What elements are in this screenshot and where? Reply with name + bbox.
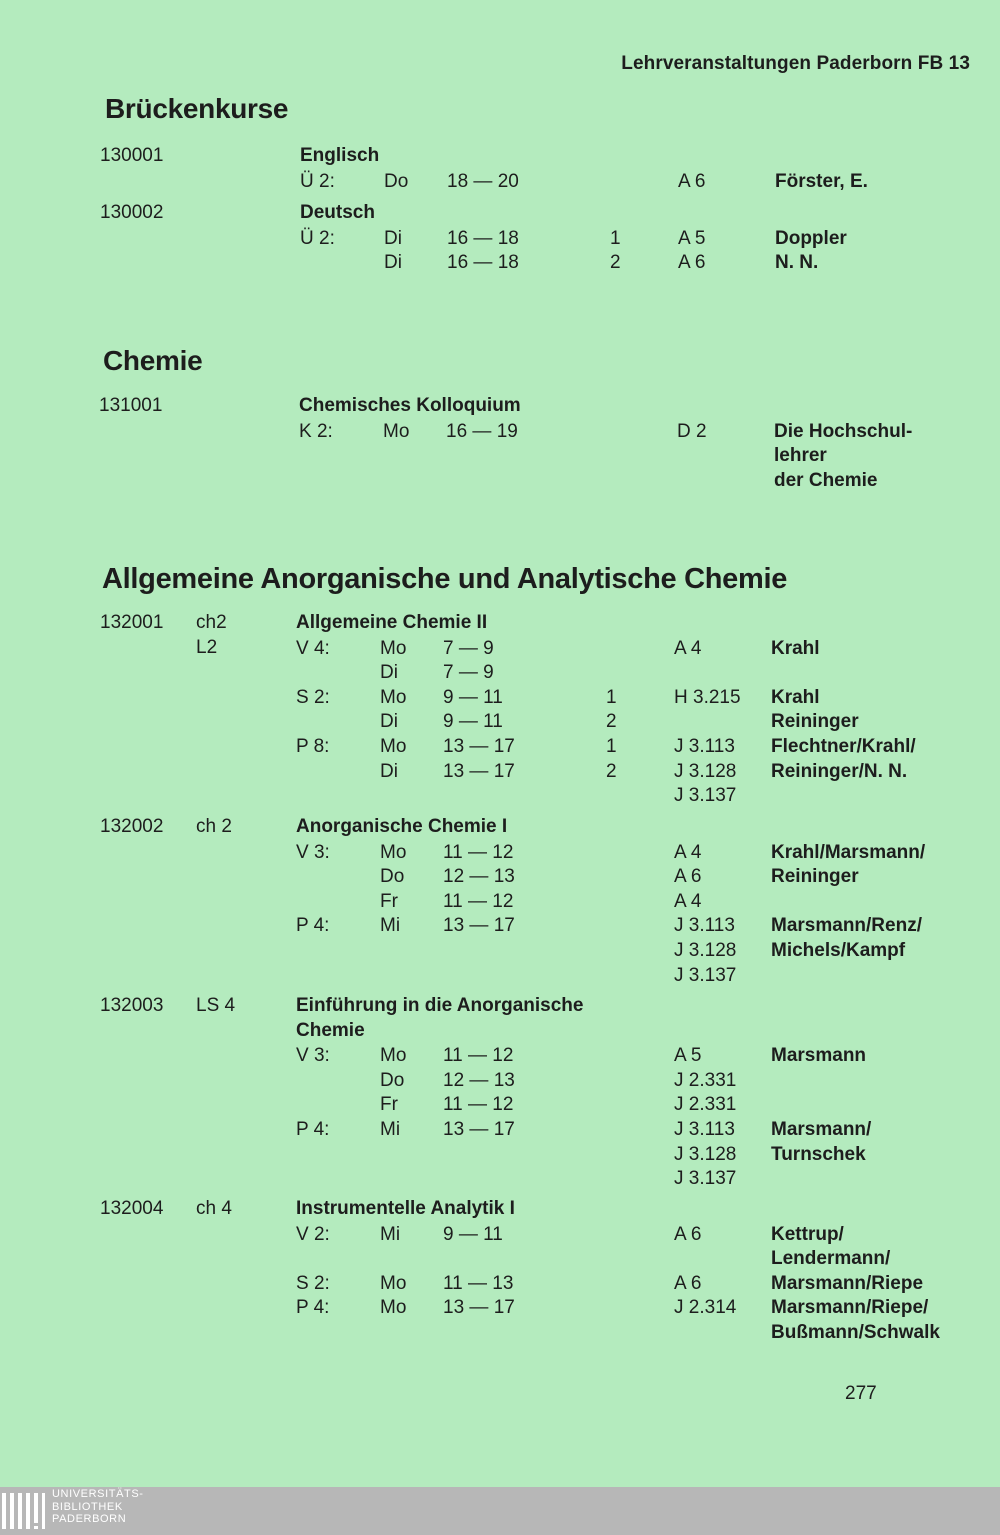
library-name-line: UNIVERSITÄTS-: [52, 1488, 144, 1500]
session-group: 1: [610, 227, 621, 249]
course-title: Deutsch: [300, 202, 375, 223]
course-number: 130001: [100, 145, 164, 166]
session-day: Mo: [380, 686, 407, 708]
session-time: 9 — 11: [443, 711, 503, 733]
session-time: 16 — 18: [447, 252, 519, 274]
session-lecturer: Die Hochschul-: [774, 420, 913, 442]
session-room: J 3.113: [674, 1119, 735, 1140]
session-room: H 3.215: [674, 686, 741, 708]
session-type: V 3:: [296, 841, 330, 863]
session-time: 11 — 12: [443, 890, 514, 912]
session-lecturer: Marsmann/Renz/: [771, 915, 922, 937]
session-room: J 3.137: [674, 785, 737, 807]
session-room: A 6: [678, 252, 706, 274]
session-lecturer: Turnschek: [771, 1143, 866, 1165]
session-type: S 2:: [296, 1272, 330, 1294]
session-time: 9 — 11: [443, 1223, 503, 1245]
session-room: J 3.137: [674, 964, 737, 986]
session-room: A 5: [678, 227, 706, 249]
session-day: Do: [380, 1069, 405, 1091]
session-day: Di: [380, 760, 398, 782]
session-room: A 6: [674, 866, 702, 888]
session-type: P 8:: [296, 736, 330, 757]
session-day: Fr: [380, 890, 398, 912]
session-lecturer: Krahl: [771, 686, 820, 708]
session-lecturer: Bußmann/Schwalk: [771, 1322, 940, 1343]
course-number: 132004: [100, 1198, 164, 1219]
session-time: 16 — 18: [447, 227, 519, 249]
session-group: 1: [606, 736, 617, 757]
session-room: J 3.128: [674, 760, 737, 782]
session-day: Mo: [380, 1297, 407, 1319]
session-lecturer: Reininger: [771, 866, 859, 888]
session-day: Di: [380, 711, 398, 733]
library-name-line: BIBLIOTHEK: [52, 1500, 123, 1513]
library-name-line: PADERBORN: [52, 1513, 127, 1525]
session-day: Mi: [380, 915, 401, 937]
session-room: J 2.314: [674, 1297, 737, 1319]
session-time: 12 — 13: [443, 1069, 515, 1091]
session-lecturer: Doppler: [775, 227, 847, 249]
session-group: 2: [610, 252, 621, 274]
session-lecturer: Marsmann/: [771, 1119, 872, 1140]
session-room: A 4: [674, 841, 702, 863]
session-day: Fr: [380, 1094, 398, 1116]
session-time: 13 — 17: [443, 1119, 515, 1140]
library-logo-icon: [0, 1487, 50, 1535]
session-type: V 4:: [296, 637, 330, 659]
session-time: 7 — 9: [443, 662, 494, 684]
session-time: 16 — 19: [446, 420, 518, 442]
session-type: P 4:: [296, 915, 330, 937]
session-room: A 4: [674, 637, 702, 659]
session-time: 13 — 17: [443, 736, 515, 757]
course-title: Allgemeine Chemie II: [296, 612, 488, 633]
session-day: Di: [384, 227, 402, 249]
course-code: ch 2: [196, 816, 232, 837]
course-number: 132002: [100, 816, 164, 837]
session-time: 13 — 17: [443, 915, 515, 937]
session-time: 12 — 13: [443, 866, 515, 888]
session-day: Di: [384, 252, 402, 274]
session-type: P 4:: [296, 1297, 330, 1319]
session-type: K 2:: [299, 420, 333, 442]
session-room: J 2.331: [674, 1069, 737, 1091]
session-time: 9 — 11: [443, 686, 503, 708]
section-title: Chemie: [103, 345, 203, 376]
session-day: Di: [380, 662, 398, 684]
course-code: ch 4: [196, 1198, 232, 1219]
session-type: S 2:: [296, 686, 330, 708]
session-day: Do: [380, 866, 405, 888]
session-room: J 2.331: [674, 1094, 737, 1116]
session-room: A 4: [674, 890, 702, 912]
session-day: Mo: [380, 637, 407, 659]
session-lecturer: Flechtner/Krahl/: [771, 736, 916, 757]
course-number: 132003: [100, 995, 164, 1016]
session-day: Mi: [380, 1223, 401, 1245]
session-type: P 4:: [296, 1119, 330, 1140]
session-room: A 6: [674, 1272, 702, 1294]
session-time: 11 — 12: [443, 1094, 514, 1116]
page-number: 277: [845, 1383, 877, 1404]
session-lecturer: Reininger/N. N.: [771, 760, 908, 782]
session-group: 2: [606, 760, 617, 782]
footer-bar: [0, 1487, 1000, 1535]
course-number: 130002: [100, 202, 164, 223]
session-day: Mo: [380, 1272, 407, 1294]
session-group: 1: [606, 686, 617, 708]
session-room: D 2: [677, 420, 707, 442]
course-number: 131001: [99, 395, 163, 416]
session-time: 11 — 12: [443, 841, 514, 863]
session-lecturer: Marsmann/Riepe/: [771, 1297, 929, 1319]
session-lecturer: Krahl: [771, 637, 820, 659]
session-lecturer: lehrer: [774, 445, 827, 467]
session-time: 11 — 13: [443, 1272, 514, 1294]
course-title: Englisch: [300, 145, 380, 166]
session-type: Ü 2:: [300, 170, 335, 192]
session-day: Mo: [383, 420, 410, 442]
session-time: 7 — 9: [443, 637, 494, 659]
session-lecturer: Förster, E.: [775, 170, 868, 192]
session-time: 18 — 20: [447, 170, 519, 192]
session-day: Mi: [380, 1119, 401, 1140]
session-type: V 3:: [296, 1045, 330, 1067]
session-lecturer: Marsmann/Riepe: [771, 1272, 924, 1294]
course-title: Anorganische Chemie I: [296, 816, 508, 837]
session-day: Do: [384, 170, 409, 192]
session-group: 2: [606, 711, 617, 733]
section-title: Allgemeine Anorganische und Analytische Chemie: [102, 563, 788, 595]
library-name: [52, 1488, 144, 1526]
session-lecturer: Marsmann: [771, 1045, 867, 1067]
session-room: A 6: [674, 1223, 702, 1245]
session-room: A 6: [678, 170, 706, 192]
session-lecturer: Reininger: [771, 711, 859, 733]
session-day: Mo: [380, 841, 407, 863]
section-title: Brückenkurse: [105, 93, 289, 124]
session-room: A 5: [674, 1045, 702, 1067]
session-room: J 3.128: [674, 940, 737, 961]
course-code: ch2: [196, 612, 227, 633]
session-type: Ü 2:: [300, 227, 335, 249]
session-lecturer: Michels/Kampf: [771, 940, 906, 961]
course-title: Instrumentelle Analytik I: [296, 1198, 515, 1219]
course-code: L2: [196, 636, 218, 658]
course-title: Chemie: [296, 1019, 365, 1041]
session-lecturer: Kettrup/: [771, 1223, 844, 1245]
session-room: J 3.128: [674, 1143, 737, 1165]
session-lecturer: Lendermann/: [771, 1248, 891, 1270]
session-lecturer: Krahl/Marsmann/: [771, 841, 926, 863]
session-time: 13 — 17: [443, 1297, 515, 1319]
session-type: V 2:: [296, 1223, 330, 1245]
session-room: J 3.137: [674, 1168, 737, 1190]
session-day: Mo: [380, 736, 407, 757]
session-time: 11 — 12: [443, 1045, 514, 1067]
session-room: J 3.113: [674, 736, 735, 757]
course-title: Einführung in die Anorganische: [296, 995, 584, 1016]
session-room: J 3.113: [674, 915, 735, 937]
session-time: 13 — 17: [443, 760, 515, 782]
course-number: 132001: [100, 612, 164, 633]
course-code: LS 4: [196, 995, 236, 1016]
course-title: Chemisches Kolloquium: [299, 395, 521, 416]
session-lecturer: N. N.: [775, 252, 819, 274]
session-day: Mo: [380, 1045, 407, 1067]
session-lecturer: der Chemie: [774, 469, 878, 491]
running-head: Lehrveranstaltungen Paderborn FB 13: [621, 53, 970, 74]
